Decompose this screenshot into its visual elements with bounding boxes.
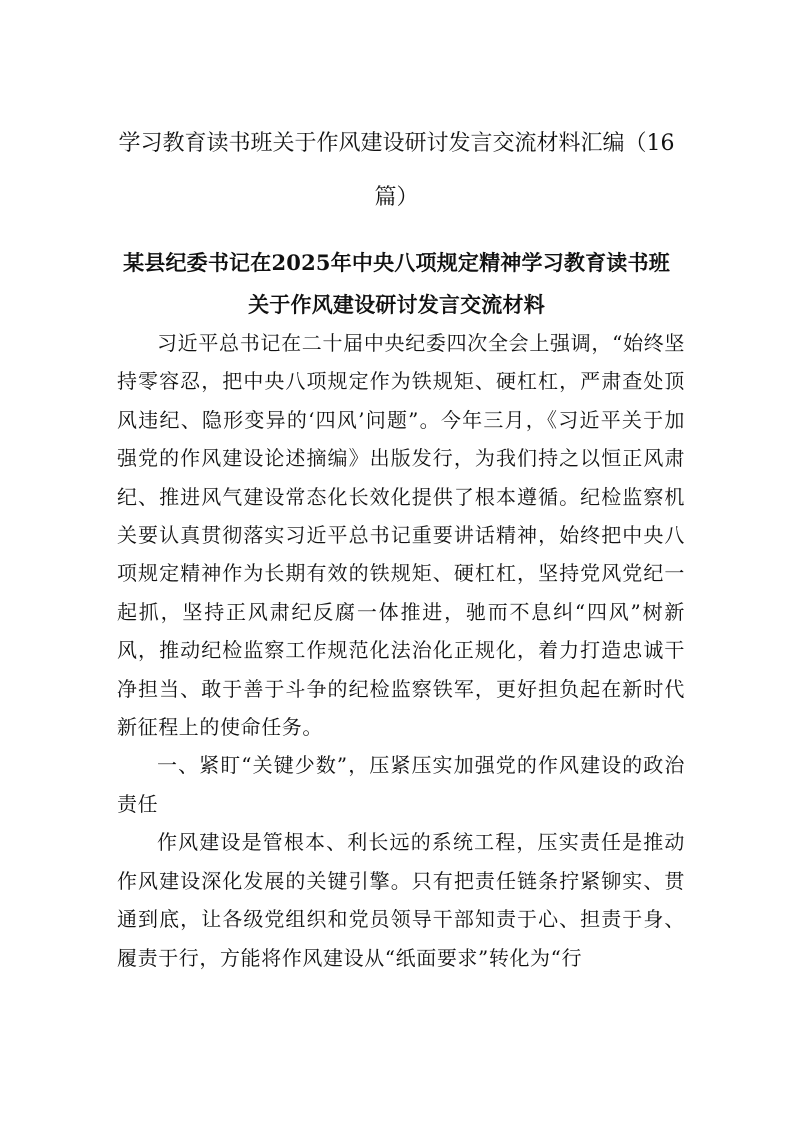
body-paragraph-2: 作风建设是管根本、利长远的系统工程，压实责任是推动作风建设深化发展的关键引擎。只有把责任链条拧紧铆实、贯通到底，让各级党组织和党员领导干部知责于心、担责于身、履责于行，方能将作风建设从“纸面要求”转化为“行 xyxy=(117,830,685,970)
document-title-line-2: 篇） xyxy=(374,185,419,210)
document-title xyxy=(100,117,693,225)
section-heading-1: 一、紧盯“关键少数”，压紧压实加强党的作风建设的政治责任 xyxy=(117,753,685,816)
article-subtitle xyxy=(90,242,703,326)
article-body xyxy=(117,324,685,977)
body-paragraph-1: 习近平总书记在二十届中央纪委四次全会上强调，“始终坚持零容忍，把中央八项规定作为铁规矩、硬杠杠，严肃查处顶风违纪、隐形变异的‘四风’问题”。今年三月，《习近平关于加强党的作风建设论述摘编》出版发行，为我们持之以恒正风肃纪、推进风气建设常态化长效化提供了根本遵循。纪检监察机关要认真贯彻落实习近平总书记重要讲话精神，始终把中央八项规定精神作为长期有效的铁规矩、硬杠杠，坚持党风党纪一起抓，坚持正风肃纪反腐一体推进，驰而不息纠“四风”树新风，推动纪检监察工作规范化法治化正规化，着力打造忠诚干净担当、敢于善于斗争的纪检监察铁军，更好担负起在新时代新征程上的使命任务。 xyxy=(117,331,685,740)
document-title-line-1: 学习教育读书班关于作风建设研讨发言交流材料汇编（16 xyxy=(118,131,675,156)
article-subtitle-line-2: 关于作风建设研讨发言交流材料 xyxy=(248,292,545,317)
article-subtitle-line-1: 某县纪委书记在2025年中央八项规定精神学习教育读书班 xyxy=(123,250,670,275)
